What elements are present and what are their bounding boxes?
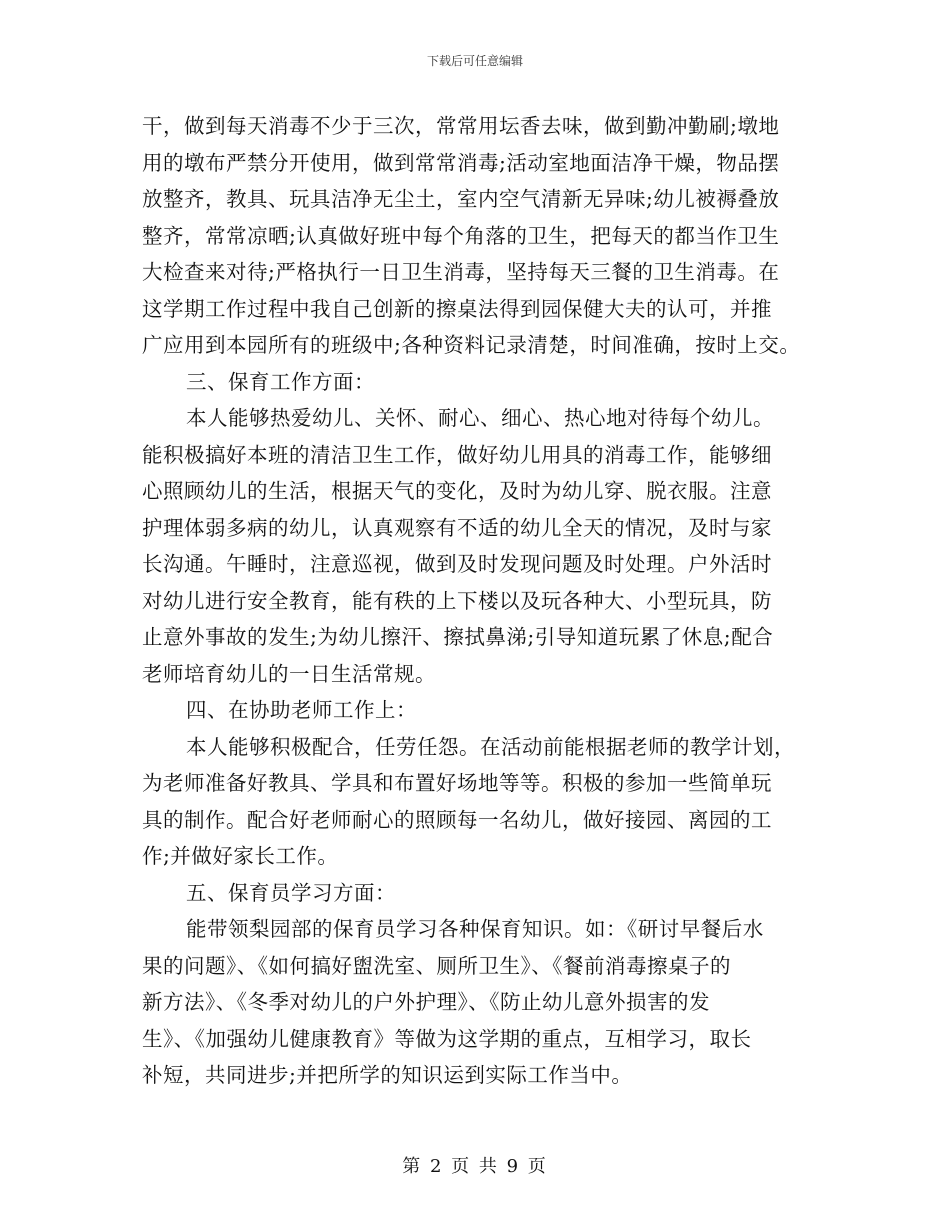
text-line: 作;并做好家长工作。: [142, 844, 339, 868]
text-line: 大检查来对待;严格执行一日卫生消毒，坚持每天三餐的卫生消毒。在: [142, 260, 780, 284]
text-line: 补短，共同进步;并把所学的知识运到实际工作当中。: [142, 1063, 633, 1087]
text-line: 为老师准备好教具、学具和布置好场地等等。积极的参加一些简单玩: [142, 771, 772, 795]
text-line: 长沟通。午睡时，注意巡视，做到及时发现问题及时处理。户外活时: [142, 552, 772, 576]
text-line: 能积极搞好本班的清洁卫生工作，做好幼儿用具的消毒工作，能够细: [142, 442, 772, 467]
text-line: 整齐，常常凉晒;认真做好班中每个角落的卫生，把每天的都当作卫生: [142, 223, 780, 248]
text-line: 护理体弱多病的幼儿，认真观察有不适的幼儿全天的情况，及时与家: [142, 515, 772, 540]
document-body: [142, 108, 822, 1094]
paragraph-first-line: 能带领梨园部的保育员学习各种保育知识。如：《研讨早餐后水: [186, 917, 764, 941]
text-line: 干，做到每天消毒不少于三次，常常用坛香去味，做到勤冲勤刷;墩地: [142, 114, 780, 138]
text-line: 放整齐，教具、玩具洁净无尘土，室内空气清新无异味;幼儿被褥叠放: [142, 187, 780, 211]
text-line: 生》、《加强幼儿健康教育》等做为这学期的重点，互相学习，取长: [142, 1026, 752, 1051]
text-line: 果的问题》、《如何搞好盥洗室、厕所卫生》、《餐前消毒擦桌子的: [142, 953, 731, 978]
text-line: 心照顾幼儿的生活，根据天气的变化，及时为幼儿穿、脱衣服。注意: [142, 479, 772, 503]
text-line: 对幼儿进行安全教育，能有秩的上下楼以及玩各种大、小型玩具，防: [142, 588, 772, 613]
text-line: 这学期工作过程中我自己创新的擦桌法得到园保健大夫的认可，并推: [142, 296, 772, 321]
page-number-footer: 第 2 页 共 9 页: [402, 1156, 548, 1177]
text-line: 用的墩布严禁分开使用，做到常常消毒;活动室地面洁净干燥，物品摆: [142, 150, 780, 175]
page-header: 下载后可任意编辑: [426, 54, 523, 68]
paragraph-first-line: 本人能够热爱幼儿、关怀、耐心、细心、热心地对待每个幼儿。: [186, 406, 774, 430]
text-line: 老师培育幼儿的一日生活常规。: [142, 661, 436, 686]
text-line: 具的制作。配合好老师耐心的照顾每一名幼儿，做好接园、离园的工: [142, 807, 772, 832]
text-line: 新方法》、《冬季对幼儿的户外护理》、《防止幼儿意外损害的发: [142, 990, 710, 1014]
paragraph-first-line: 四、在协助老师工作上：: [186, 698, 417, 722]
text-line: 广应用到本园所有的班级中;各种资料记录清楚，时间准确，按时上交。: [142, 333, 801, 357]
paragraph-first-line: 五、保育员学习方面：: [186, 880, 396, 905]
text-line: 止意外事故的发生;为幼儿擦汗、擦拭鼻涕;引导知道玩累了休息;配合: [142, 625, 774, 649]
paragraph-first-line: 本人能够积极配合，任劳任怨。在活动前能根据老师的教学计划，: [186, 734, 795, 759]
paragraph-first-line: 三、保育工作方面：: [186, 369, 375, 394]
